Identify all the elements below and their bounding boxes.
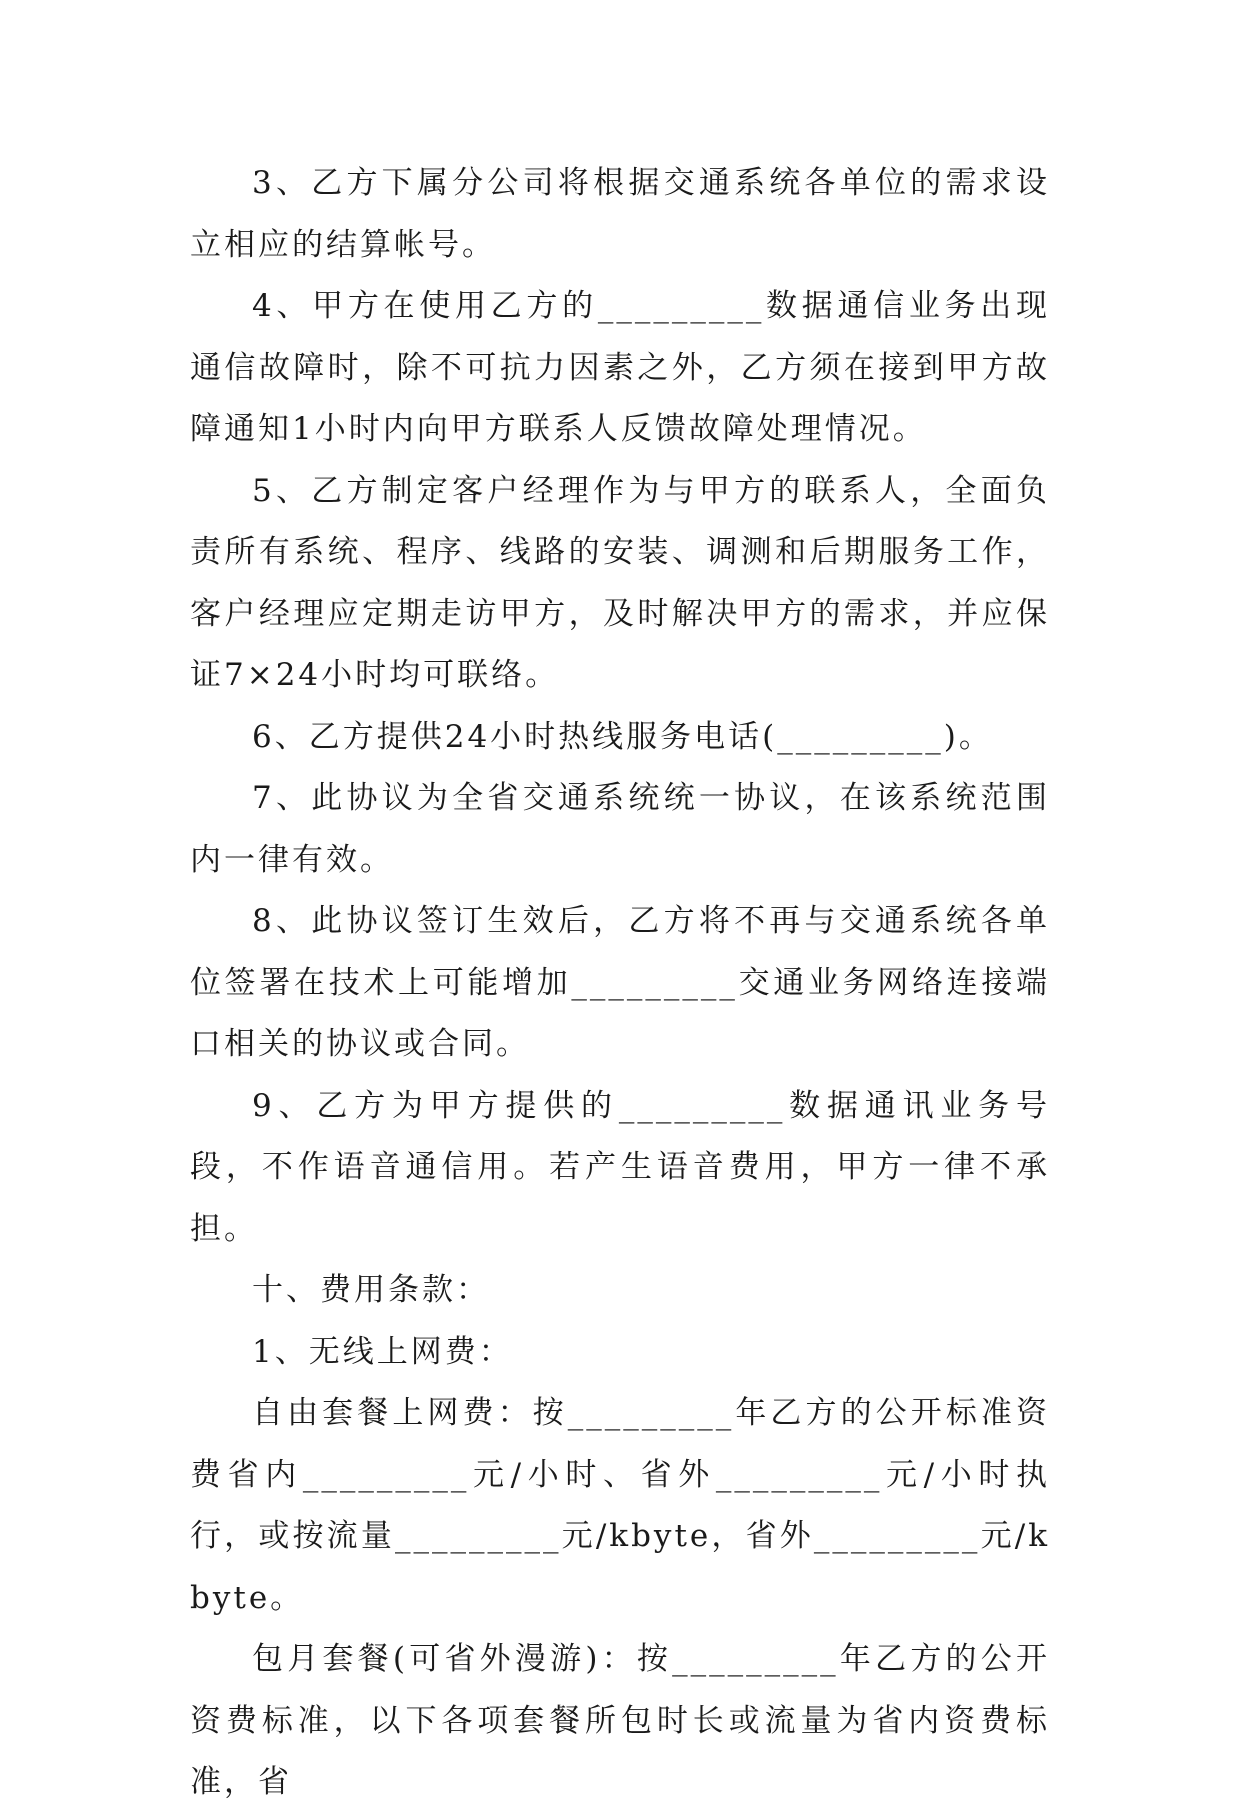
clause-8: 8、此协议签订生效后，乙方将不再与交通系统各单位签署在技术上可能增加_________交通业务网络连接端口相关的协议或合同。 [190, 903, 1050, 1062]
clause-4: 4、甲方在使用乙方的_________数据通信业务出现通信故障时，除不可抗力因素之外，乙方须在接到甲方故障通知1小时内向甲方联系人反馈故障处理情况。 [190, 288, 1050, 447]
free-plan-fee: 自由套餐上网费：按_________年乙方的公开标准资费省内_________元/小时、省外_________元/小时执行，或按流量_________元/kbyte，省外_________元/kbyte。 [190, 1395, 1050, 1616]
clause-7: 7、此协议为全省交通系统统一协议，在该系统范围内一律有效。 [190, 780, 1050, 878]
clause-9: 9、乙方为甲方提供的_________数据通讯业务号段，不作语音通信用。若产生语音费用，甲方一律不承担。 [190, 1087, 1050, 1247]
section-10-heading: 十、费用条款： [252, 1272, 490, 1308]
clause-5: 5、乙方制定客户经理作为与甲方的联系人，全面负责所有系统、程序、线路的安装、调测和后期服务工作，客户经理应定期走访甲方，及时解决甲方的需求，并应保证7×24小时均可联络。 [190, 472, 1050, 693]
clause-10-1: 1、无线上网费： [252, 1333, 513, 1370]
document-body [190, 153, 1050, 1814]
clause-6: 6、乙方提供24小时热线服务电话(_________)。 [252, 718, 993, 755]
clause-3: 3、乙方下属分公司将根据交通系统各单位的需求设立相应的结算帐号。 [190, 165, 1050, 263]
monthly-plan-fee: 包月套餐(可省外漫游)：按_________年乙方的公开资费标准，以下各项套餐所包时长或流量为省内资费标准，省 [190, 1641, 1050, 1800]
